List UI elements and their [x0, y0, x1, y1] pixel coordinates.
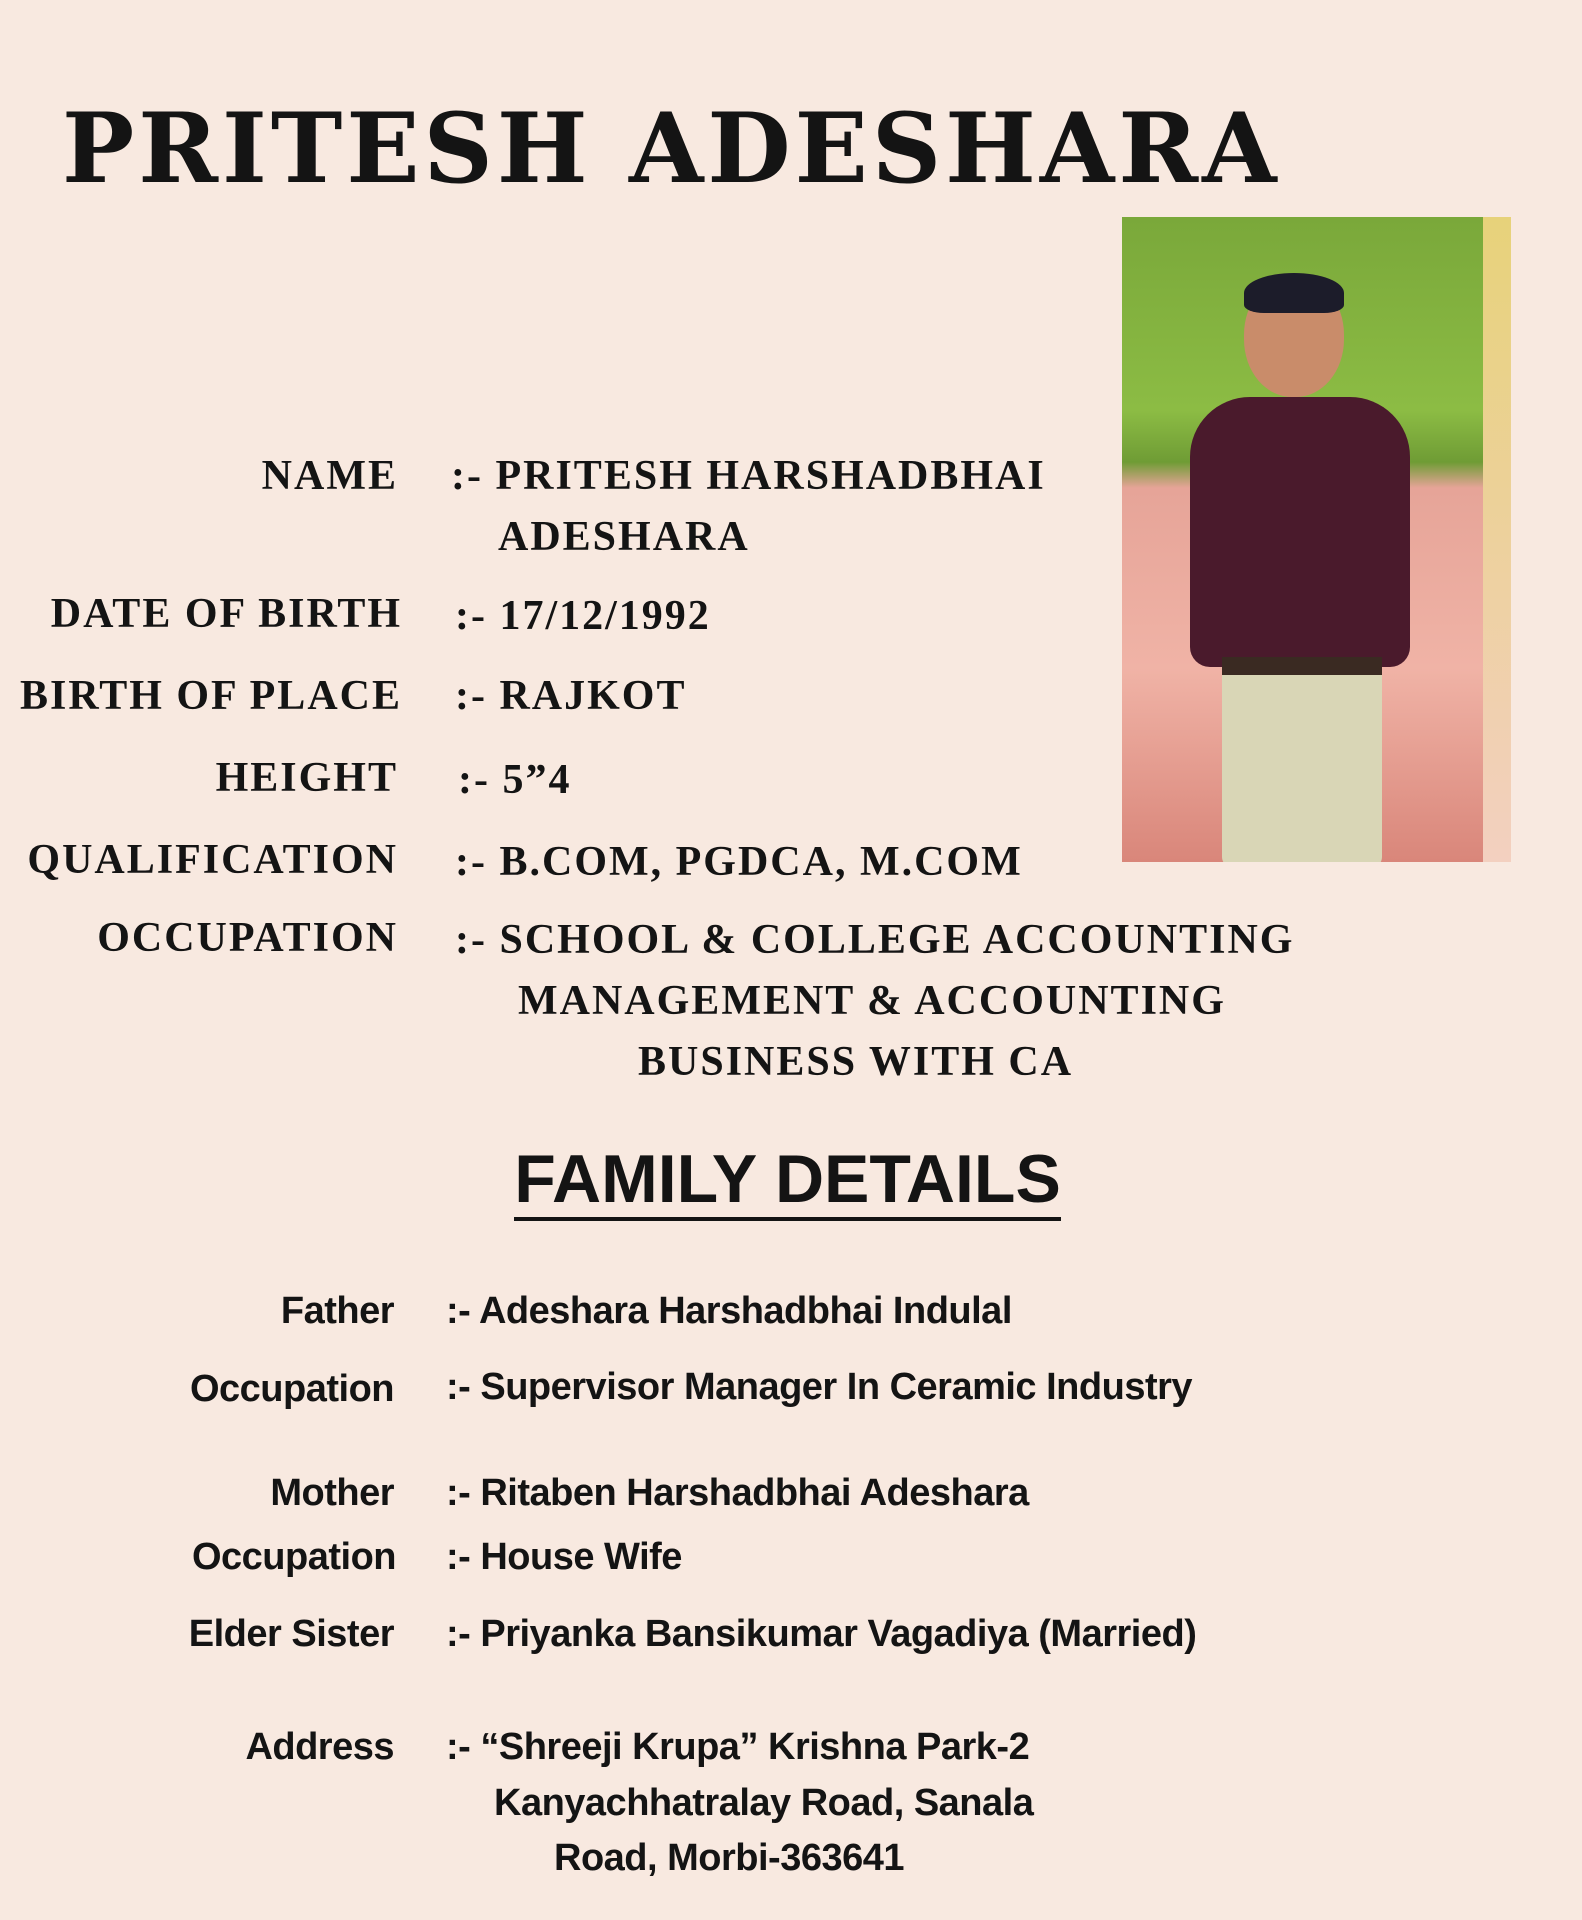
label-name: NAME	[261, 453, 398, 499]
label-height: HEIGHT	[215, 755, 398, 801]
value-occupation: :- SCHOOL & COLLEGE ACCOUNTING	[455, 917, 1295, 963]
label-occupation: OCCUPATION	[97, 915, 398, 961]
value-name-line2: ADESHARA	[498, 514, 750, 560]
label-mother-occupation: Occupation	[191, 1536, 396, 1578]
photo-person-trousers	[1222, 657, 1382, 862]
profile-photo	[1122, 217, 1511, 862]
value-address-line3: Road, Morbi-363641	[554, 1837, 904, 1879]
family-details-heading	[0, 1140, 1575, 1218]
page-title: PRITESH ADESHARA	[62, 92, 1281, 205]
label-address: Address	[245, 1726, 394, 1768]
value-birth-place: :- RAJKOT	[455, 673, 687, 719]
label-qualification: QUALIFICATION	[27, 837, 398, 883]
photo-person-hair	[1244, 273, 1344, 313]
label-elder-sister: Elder Sister	[188, 1613, 394, 1655]
value-address: :- “Shreeji Krupa” Krishna Park-2	[446, 1726, 1030, 1768]
photo-person-shirt	[1190, 397, 1410, 667]
photo-wall	[1483, 217, 1511, 862]
value-occupation-line3: BUSINESS WITH CA	[638, 1039, 1074, 1085]
label-date-of-birth: DATE OF BIRTH	[50, 591, 402, 637]
value-mother: :- Ritaben Harshadbhai Adeshara	[446, 1472, 1029, 1514]
label-father-occupation: Occupation	[189, 1368, 394, 1410]
family-details-heading-text: FAMILY DETAILS	[514, 1141, 1061, 1221]
value-elder-sister: :- Priyanka Bansikumar Vagadiya (Married)	[446, 1613, 1197, 1655]
label-birth-place: BIRTH OF PLACE	[19, 673, 402, 719]
value-father-occupation: :- Supervisor Manager In Ceramic Industry	[446, 1366, 1193, 1408]
value-name: :- PRITESH HARSHADBHAI	[451, 453, 1046, 499]
label-father: Father	[280, 1290, 394, 1332]
value-mother-occupation: :- House Wife	[446, 1536, 682, 1578]
photo-person-belt	[1222, 657, 1382, 675]
value-father: :- Adeshara Harshadbhai Indulal	[446, 1290, 1012, 1332]
value-date-of-birth: :- 17/12/1992	[455, 593, 711, 639]
value-occupation-line2: MANAGEMENT & ACCOUNTING	[518, 978, 1226, 1024]
value-height: :- 5”4	[458, 757, 572, 803]
value-qualification: :- B.COM, PGDCA, M.COM	[455, 839, 1023, 885]
label-mother: Mother	[270, 1472, 394, 1514]
value-address-line2: Kanyachhatralay Road, Sanala	[494, 1782, 1034, 1824]
